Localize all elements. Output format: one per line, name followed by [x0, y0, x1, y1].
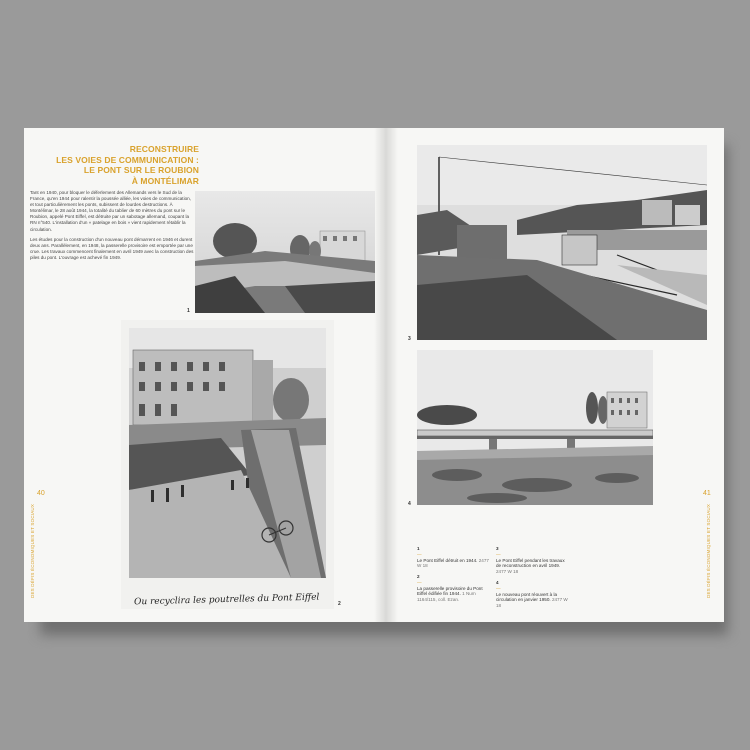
- caption-4-dash: —: [496, 585, 501, 591]
- page-gutter: [374, 128, 398, 622]
- photo-3-reconstruction-works: [417, 145, 707, 340]
- title-line-3: LE PONT SUR LE ROUBION: [83, 165, 199, 175]
- caption-3-text: Le Pont Eiffel pendant les travaux de reconstruction en avril 1949.: [496, 557, 565, 569]
- photo-number-1: 1: [187, 308, 190, 314]
- photo-2-provisional-footbridge: [121, 320, 334, 609]
- title-line-2: LES VOIES DE COMMUNICATION :: [56, 154, 199, 165]
- caption-3: [496, 546, 568, 575]
- photo-number-2: 2: [338, 601, 341, 607]
- caption-2-text: La passerelle provisoire du Pont Eiffel édifiée fin 1944.: [417, 585, 483, 597]
- photo-2-handwritten-caption: Ou recyclira les poutrelles du Pont Eiffel: [133, 592, 320, 608]
- caption-4-ref: 2477 W 18: [496, 597, 568, 609]
- caption-4: [496, 580, 568, 609]
- caption-1-ref: 2477 W 18: [417, 557, 489, 569]
- article-body: [30, 190, 194, 265]
- photo-number-3: 3: [408, 336, 411, 342]
- caption-2-number: 2: [417, 574, 420, 579]
- caption-1-number: 1: [417, 546, 420, 551]
- photo-number-4: 4: [408, 501, 411, 507]
- body-paragraph-1: Tant en 1940, pour bloquer le déferlement des Allemands vers le Sud de la France, qu'en 1944 pour ralentir la poussée alliée, les voies de communication, et tout particulièrement les ponts, subissent de lourdes destructions. À Montélimar, le 28 août 1944, la totalité du tablier de 60 mètres du pont sur le Roubion, appelé Pont Eiffel, est détruite par un sabotage allemand, coupant la RN n°540. L'installation d'un « patelage en bois » vient rapidement rétablir la circulation.: [30, 190, 191, 232]
- title-line-1: RECONSTRUIRE: [129, 144, 199, 154]
- left-vertical-running-head: DES DÉFIS ÉCONOMIQUES ET SOCIAUX: [30, 503, 35, 598]
- caption-2-ref: 1 Num 1164/115, coll. Ezan.: [417, 591, 476, 603]
- left-page-number: 40: [37, 490, 45, 497]
- magazine-spread: [24, 128, 724, 622]
- caption-3-dash: —: [496, 551, 501, 557]
- right-vertical-running-head: DES DÉFIS ÉCONOMIQUES ET SOCIAUX: [706, 503, 711, 598]
- caption-3-ref: 2477 W 18: [496, 569, 519, 575]
- caption-1: [417, 546, 489, 569]
- title-line-4: À MONTÉLIMAR: [131, 175, 199, 186]
- right-page-number: 41: [703, 490, 711, 497]
- caption-2-dash: —: [417, 579, 422, 585]
- article-title: [27, 144, 199, 186]
- caption-1-text: Le Pont Eiffel détruit en 1944.: [417, 557, 478, 563]
- caption-2: [417, 574, 489, 603]
- body-paragraph-2: Les études pour la construction d'un nouveau pont démarrent en 1946 et durent deux ans. Parallèlement, en 1948, la passerelle provisoire est emportée par une crue. Les travaux commencent finalement en avril 1949 avec la construction des piles du pont. L'ouvrage est achevé fin 1949.: [30, 236, 194, 260]
- caption-4-number: 4: [496, 580, 499, 585]
- caption-1-dash: —: [417, 551, 422, 557]
- caption-4-text: Le nouveau pont réouvert à la circulation en janvier 1950.: [496, 591, 558, 603]
- photo-4-new-bridge: [417, 350, 653, 505]
- photo-1-destroyed-bridge: [195, 191, 375, 313]
- caption-3-number: 3: [496, 546, 499, 551]
